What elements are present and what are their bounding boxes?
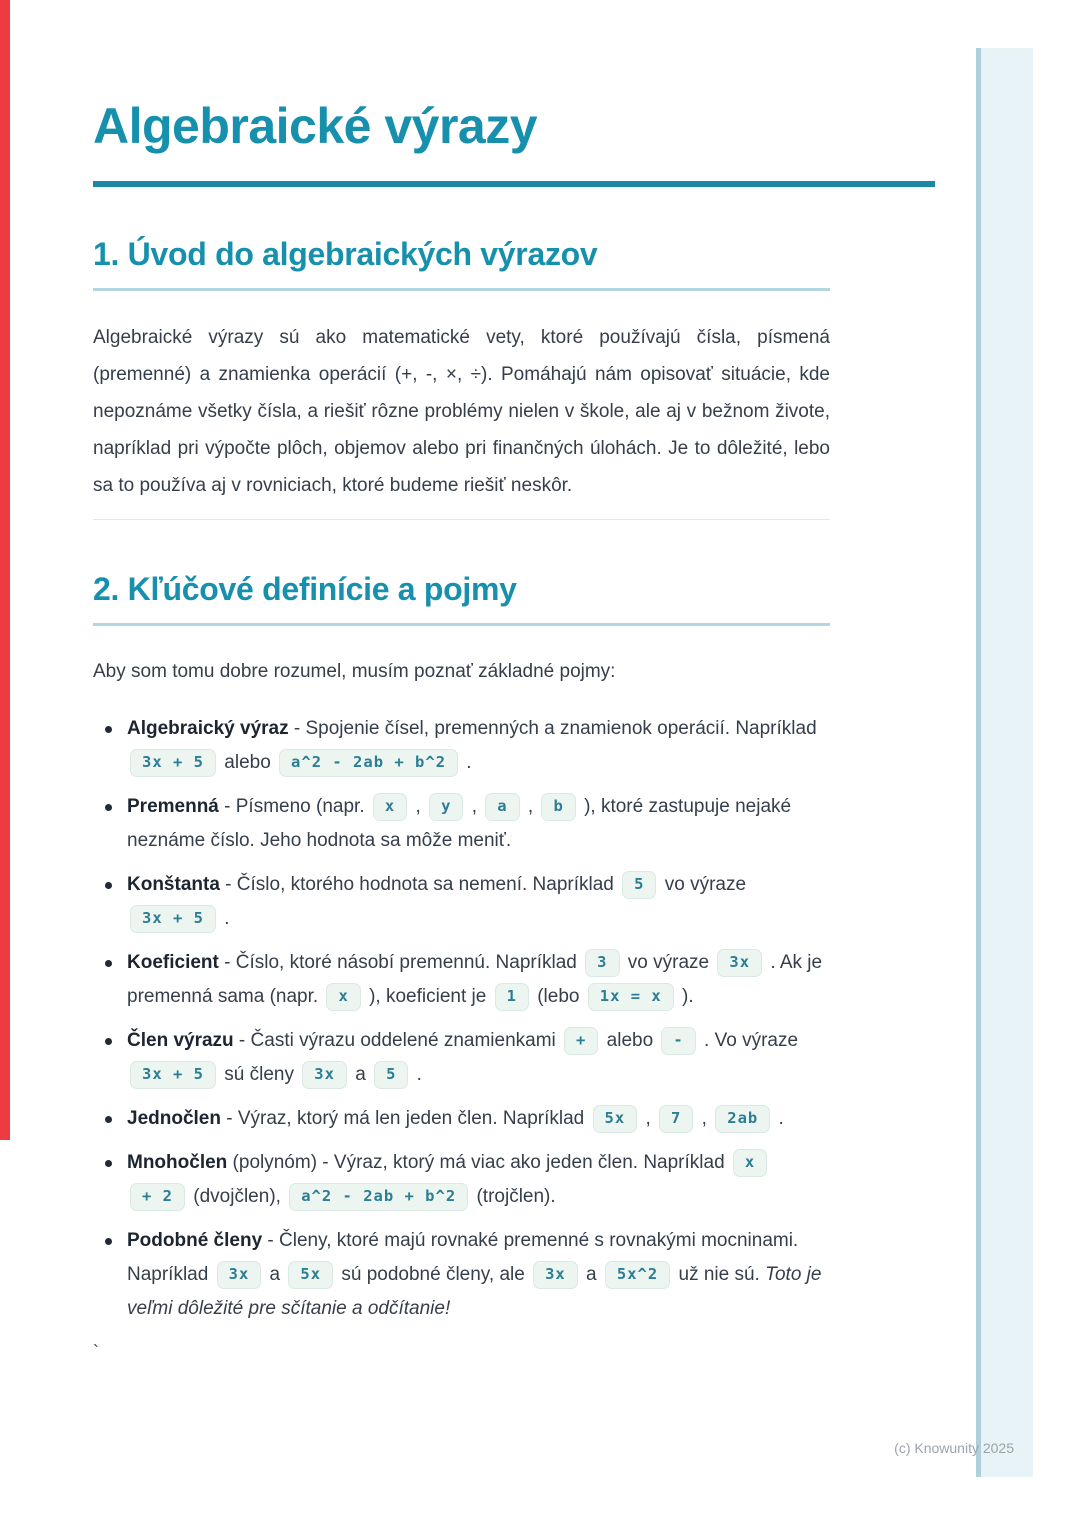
inline-code-chip: +: [564, 1027, 598, 1055]
definition-segment-bold: Podobné členy: [127, 1230, 263, 1252]
definition-segment-text: (lebo: [531, 986, 585, 1008]
definition-segment-text: - Výraz, ktorý má len jeden člen. Napríklad: [220, 1108, 590, 1130]
inline-code-chip: b: [541, 793, 575, 821]
inline-code-chip: 3: [585, 949, 619, 977]
definition-segment-text: - Číslo, ktoré násobí premennú. Napríklad: [218, 952, 583, 974]
definition-segment-bold: Konštanta: [127, 874, 220, 896]
definition-segment-text: .: [773, 1108, 784, 1130]
section-2-heading: 2. Kľúčové definície a pojmy: [93, 571, 517, 608]
left-red-accent-bar: [0, 0, 10, 1140]
section-1-underline-rule: [93, 288, 830, 291]
title-underline-rule: [93, 181, 935, 187]
page-title: Algebraické výrazy: [93, 98, 538, 154]
inline-code-chip: -: [661, 1027, 695, 1055]
section-2-underline-rule: [93, 623, 830, 626]
definition-segment-text: (polynóm) - Výraz, ktorý má viac ako jeden člen. Napríklad: [227, 1152, 730, 1174]
inline-code-chip: a: [485, 793, 519, 821]
definition-segment-text: už nie sú.: [673, 1264, 766, 1286]
definition-item: [93, 946, 830, 1014]
definition-item: [93, 790, 830, 858]
definition-item: [93, 1024, 830, 1092]
inline-code-chip: 5x^2: [605, 1261, 670, 1289]
right-blue-accent-bar: [976, 48, 1033, 1477]
definition-item: [93, 1146, 830, 1214]
inline-code-chip: + 2: [130, 1183, 185, 1211]
definitions-list: [93, 712, 830, 1326]
definition-segment-bold: Premenná: [127, 796, 219, 818]
definition-segment-text: (dvojčlen),: [188, 1186, 287, 1208]
inline-code-chip: 3x: [217, 1261, 262, 1289]
definition-segment-text: vo výraze: [659, 874, 747, 896]
definition-segment-text: - Písmeno (napr.: [218, 796, 370, 818]
inline-code-chip: 2ab: [715, 1105, 770, 1133]
definition-segment-text: sú podobné členy, ale: [336, 1264, 531, 1286]
inline-code-chip: 3x + 5: [130, 905, 216, 933]
definition-segment-text: ), koeficient je: [363, 986, 492, 1008]
inline-code-chip: 3x: [302, 1061, 347, 1089]
inline-code-chip: 3x: [533, 1261, 578, 1289]
definition-item: [93, 712, 830, 780]
inline-code-chip: 5: [622, 871, 656, 899]
definition-segment-text: alebo: [219, 752, 277, 774]
definition-segment-text: ,: [640, 1108, 657, 1130]
definition-segment-bold: Jednočlen: [127, 1108, 221, 1130]
inline-code-chip: 3x + 5: [130, 1061, 216, 1089]
copyright-footer: (c) Knowunity 2025: [894, 1440, 1014, 1456]
definition-segment-text: . Ak je premenná sama (napr.: [127, 952, 823, 1008]
definition-segment-text: .: [219, 908, 230, 930]
inline-code-chip: x: [733, 1149, 767, 1177]
definition-segment-text: a: [580, 1264, 602, 1286]
definition-item: [93, 1224, 830, 1326]
inline-code-chip: x: [326, 983, 360, 1011]
definition-segment-text: - Členy, ktoré majú rovnaké premenné s rovnakými mocninami. Napríklad: [127, 1230, 799, 1286]
inline-code-chip: y: [429, 793, 463, 821]
inline-code-chip: a^2 - 2ab + b^2: [289, 1183, 468, 1211]
section-2-intro: Aby som tomu dobre rozumel, musím poznať základné pojmy:: [93, 661, 616, 683]
inline-code-chip: 5x: [288, 1261, 333, 1289]
definition-segment-text: (trojčlen).: [471, 1186, 556, 1208]
inline-code-chip: 5x: [593, 1105, 638, 1133]
definition-segment-text: a: [349, 1064, 372, 1086]
definition-segment-text: . Vo výraze: [698, 1030, 799, 1052]
definition-segment-text: ,: [466, 796, 483, 818]
definition-segment-text: .: [411, 1064, 422, 1086]
definition-segment-bold: Člen výrazu: [127, 1030, 234, 1052]
definition-item: [93, 868, 830, 936]
definition-segment-text: - Časti výrazu oddelené znamienkami: [233, 1030, 562, 1052]
inline-code-chip: 3x: [717, 949, 762, 977]
inline-code-chip: 3x + 5: [130, 749, 216, 777]
inline-code-chip: 5: [374, 1061, 408, 1089]
definition-segment-text: ,: [410, 796, 427, 818]
stray-backtick-character: `: [93, 1342, 99, 1363]
definition-segment-text: - Spojenie čísel, premenných a znamienok operácií. Napríklad: [288, 718, 817, 740]
inline-code-chip: x: [373, 793, 407, 821]
definition-segment-text: a: [264, 1264, 286, 1286]
definition-segment-text: - Číslo, ktorého hodnota sa nemení. Napríklad: [219, 874, 620, 896]
definition-segment-text: ), ktoré zastupuje nejaké neznáme číslo. Jeho hodnota sa môže meniť.: [127, 796, 792, 852]
definition-item: [93, 1102, 830, 1136]
definition-segment-italic: Toto je veľmi dôležité pre sčítanie a odčítanie!: [127, 1264, 822, 1320]
definition-segment-text: sú členy: [219, 1064, 300, 1086]
inline-code-chip: 7: [659, 1105, 693, 1133]
definition-segment-bold: Mnohočlen: [127, 1152, 228, 1174]
document-content: [93, 0, 935, 1363]
section-1-heading: 1. Úvod do algebraických výrazov: [93, 236, 598, 272]
inline-code-chip: 1: [495, 983, 529, 1011]
definition-segment-text: .: [461, 752, 472, 774]
inline-code-chip: 1x = x: [588, 983, 674, 1011]
section-1-paragraph: Algebraické výrazy sú ako matematické vety, ktoré používajú čísla, písmená (premenné) a znamienka operácií (+, -, ×, ÷). Pomáhajú nám opisovať situácie, kde nepoznáme všetky čísla, a riešiť rôzne problémy nielen v škole, ale aj v bežnom živote, napríklad pri výpočte plôch, objemov alebo pri finančných úlohách. Je to dôležité, lebo sa to používa aj v rovniciach, ktoré budeme riešiť neskôr.: [93, 327, 830, 497]
definition-segment-bold: Algebraický výraz: [127, 718, 289, 740]
definition-segment-text: vo výraze: [622, 952, 715, 974]
inline-code-chip: a^2 - 2ab + b^2: [279, 749, 458, 777]
definition-segment-text: ).: [676, 986, 694, 1008]
definition-segment-text: ,: [522, 796, 539, 818]
definition-segment-text: alebo: [601, 1030, 659, 1052]
definition-segment-text: ,: [696, 1108, 713, 1130]
definition-segment-bold: Koeficient: [127, 952, 219, 974]
section-divider: [93, 519, 830, 520]
